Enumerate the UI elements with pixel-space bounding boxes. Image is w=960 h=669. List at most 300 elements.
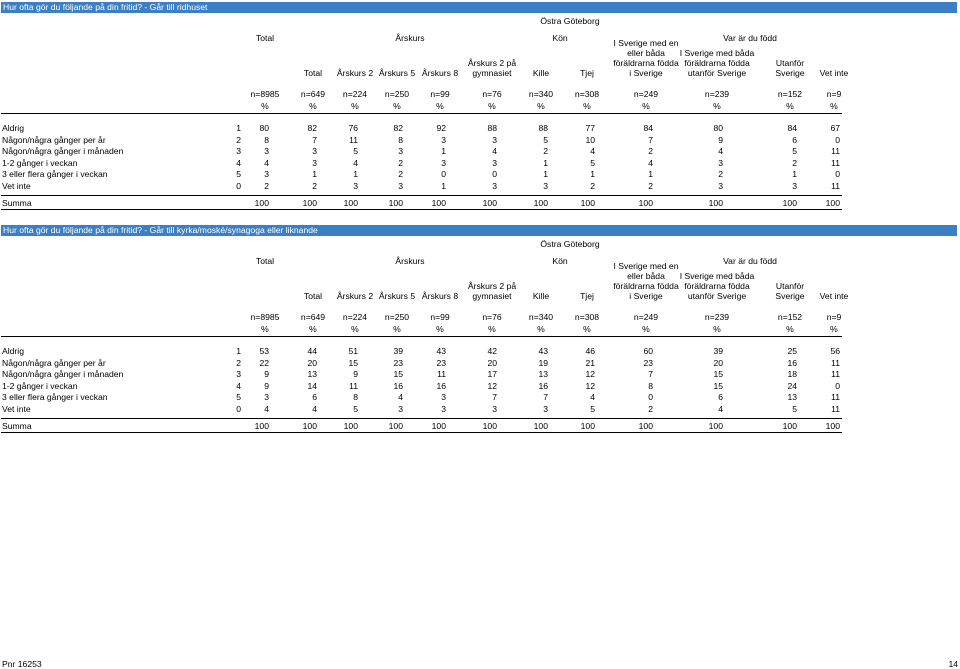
table-cell: 13 — [307, 369, 317, 379]
table-cell: 0 — [835, 169, 840, 179]
table-cell: 2 — [718, 169, 723, 179]
table-cell: 1 — [441, 146, 446, 156]
column-sample-size: n=340 — [528, 89, 554, 99]
table-cell: 82 — [393, 123, 403, 133]
column-label: Vet inte — [819, 68, 849, 78]
column-label: Årskurs 2 på — [467, 281, 517, 291]
table-cell: 7 — [648, 369, 653, 379]
table-cell: 1 — [312, 169, 317, 179]
table-cell: 56 — [830, 346, 840, 356]
column-sample-size: n=649 — [300, 89, 326, 99]
column-label: Årskurs 5 — [378, 291, 416, 301]
table-cell: 7 — [543, 392, 548, 402]
table-cell: 3 — [492, 180, 497, 191]
table-cell: 3 — [312, 157, 317, 168]
table-cell: 5 — [792, 146, 797, 156]
table-cell: 39 — [393, 346, 403, 356]
table-cell: 11 — [437, 369, 446, 379]
header-kon: Kön — [552, 256, 568, 266]
column-label: föräldrarna födda — [613, 281, 679, 291]
table-cell: 13 — [538, 369, 548, 379]
table-cell: 76 — [348, 123, 358, 133]
column-label: Utanför — [775, 281, 805, 291]
table-cell: 6 — [312, 392, 317, 402]
column-label: Årskurs 2 — [336, 68, 374, 78]
row-code: 3 — [236, 369, 241, 379]
row-label: Någon/några gånger i månaden — [2, 146, 124, 156]
table-cell: 84 — [787, 123, 797, 133]
table-cell: 3 — [398, 403, 403, 414]
section-title: Hur ofta gör du följande på din fritid? - Går till kyrka/moské/synagoga eller liknande — [1, 225, 957, 236]
column-percent-unit: % — [488, 101, 496, 111]
row-label: 3 eller flera gånger i veckan — [2, 392, 108, 402]
table-cell: 5 — [543, 134, 548, 145]
table-cell: 1 — [543, 157, 548, 168]
table-section — [0, 0, 960, 222]
table-cell: 18 — [787, 369, 797, 379]
summa-cell: 100 — [302, 421, 317, 431]
column-percent-unit: % — [583, 324, 591, 334]
header-arskurs: Årskurs — [395, 33, 425, 43]
column-percent-unit: % — [713, 101, 721, 111]
column-sample-size: n=99 — [430, 312, 450, 322]
table-cell: 21 — [585, 357, 595, 368]
summa-cell: 100 — [638, 198, 653, 208]
table-cell: 19 — [538, 357, 548, 368]
table-cell: 11 — [831, 369, 840, 379]
table-cell: 20 — [487, 357, 497, 368]
table-cell: 11 — [349, 380, 358, 391]
table-cell: 11 — [831, 392, 840, 402]
column-label: Vet inte — [819, 291, 849, 301]
column-label: Total — [303, 291, 323, 301]
table-cell: 8 — [353, 392, 358, 402]
column-label: Årskurs 2 — [336, 291, 374, 301]
table-cell: 15 — [713, 380, 723, 391]
column-percent-unit: % — [642, 101, 650, 111]
table-cell: 2 — [398, 157, 403, 168]
summa-cell: 100 — [254, 421, 269, 431]
column-percent-unit: % — [830, 101, 838, 111]
table-cell: 6 — [718, 392, 723, 402]
column-sample-size: n=152 — [777, 89, 803, 99]
table-cell: 3 — [398, 180, 403, 191]
column-percent-unit: % — [830, 324, 838, 334]
row-code: 0 — [236, 403, 241, 414]
table-cell: 84 — [643, 123, 653, 133]
row-label: Aldrig — [2, 346, 24, 356]
section-title: Hur ofta gör du följande på din fritid? - Går till ridhuset — [1, 2, 957, 13]
table-cell: 80 — [259, 123, 269, 133]
column-percent-unit: % — [261, 324, 269, 334]
table-cell: 88 — [538, 123, 548, 133]
table-cell: 11 — [831, 403, 840, 414]
table-cell: 4 — [590, 392, 595, 402]
column-label: eller båda — [627, 271, 665, 281]
table-cell: 1 — [648, 169, 653, 179]
row-label: Vet inte — [2, 180, 31, 191]
row-code: 0 — [236, 180, 241, 191]
column-percent-unit: % — [642, 324, 650, 334]
summa-cell: 100 — [825, 421, 840, 431]
column-sample-size: n=340 — [528, 312, 554, 322]
table-cell: 5 — [353, 403, 358, 414]
column-sample-size: n=249 — [633, 312, 659, 322]
column-sample-size: n=249 — [633, 89, 659, 99]
table-cell: 39 — [713, 346, 723, 356]
summa-cell: 100 — [431, 421, 446, 431]
table-cell: 2 — [398, 169, 403, 179]
column-label: Tjej — [580, 291, 594, 301]
column-sample-size: n=239 — [704, 312, 730, 322]
table-cell: 2 — [648, 403, 653, 414]
table-cell: 4 — [718, 146, 723, 156]
table-cell: 4 — [648, 157, 653, 168]
table-cell: 4 — [718, 403, 723, 414]
summa-cell: 100 — [388, 421, 403, 431]
table-cell: 8 — [648, 380, 653, 391]
row-code: 5 — [236, 169, 241, 179]
summa-cell: 100 — [343, 198, 358, 208]
column-label: Sverige — [775, 68, 805, 78]
table-cell: 15 — [713, 369, 723, 379]
table-cell: 3 — [264, 392, 269, 402]
table-cell: 88 — [487, 123, 497, 133]
column-label: Årskurs 5 — [378, 68, 416, 78]
summa-cell: 100 — [254, 198, 269, 208]
table-cell: 67 — [830, 123, 840, 133]
column-label: gymnasiet — [472, 291, 512, 301]
column-label: föräldrarna födda — [613, 58, 679, 68]
summa-label: Summa — [2, 421, 32, 431]
header-group-ostra-goteborg: Östra Göteborg — [540, 16, 600, 26]
column-sample-size: n=224 — [342, 312, 368, 322]
table-cell: 4 — [492, 146, 497, 156]
row-label: 1-2 gånger i veckan — [2, 157, 78, 168]
column-percent-unit: % — [436, 324, 444, 334]
table-cell: 92 — [436, 123, 446, 133]
column-sample-size: n=308 — [574, 89, 600, 99]
table-cell: 1 — [353, 169, 358, 179]
column-label: eller båda — [627, 48, 665, 58]
summa-cell: 100 — [482, 421, 497, 431]
column-sample-size: n=9 — [826, 312, 842, 322]
table-cell: 24 — [787, 380, 797, 391]
column-percent-unit: % — [786, 101, 794, 111]
column-label: Total — [303, 68, 323, 78]
row-code: 2 — [236, 357, 241, 368]
table-cell: 2 — [312, 180, 317, 191]
table-cell: 3 — [264, 169, 269, 179]
column-percent-unit: % — [393, 324, 401, 334]
column-label: I Sverige med båda — [679, 48, 755, 58]
column-label: Årskurs 2 på — [467, 58, 517, 68]
column-sample-size: n=250 — [384, 89, 410, 99]
table-cell: 3 — [441, 157, 446, 168]
table-cell: 2 — [648, 180, 653, 191]
table-cell: 3 — [492, 403, 497, 414]
column-label: Årskurs 8 — [421, 68, 459, 78]
column-label: Kille — [532, 291, 550, 301]
table-cell: 25 — [787, 346, 797, 356]
column-label: föräldrarna födda — [684, 58, 750, 68]
summa-cell: 100 — [343, 421, 358, 431]
table-cell: 43 — [538, 346, 548, 356]
table-cell: 22 — [259, 357, 269, 368]
row-label: 3 eller flera gånger i veckan — [2, 169, 108, 179]
table-cell: 2 — [543, 146, 548, 156]
summa-bottom-border — [1, 432, 842, 433]
column-percent-unit: % — [309, 101, 317, 111]
table-cell: 2 — [648, 146, 653, 156]
column-label: I Sverige med en — [613, 38, 679, 48]
summa-label: Summa — [2, 198, 32, 208]
column-percent-unit: % — [436, 101, 444, 111]
summa-top-border — [1, 195, 842, 196]
column-percent-unit: % — [583, 101, 591, 111]
column-percent-unit: % — [488, 324, 496, 334]
table-cell: 16 — [393, 380, 403, 391]
table-cell: 11 — [831, 357, 840, 368]
table-cell: 16 — [436, 380, 446, 391]
table-cell: 20 — [307, 357, 317, 368]
column-sample-size: n=152 — [777, 312, 803, 322]
row-label: 1-2 gånger i veckan — [2, 380, 78, 391]
table-cell: 3 — [353, 180, 358, 191]
table-cell: 0 — [835, 134, 840, 145]
table-cell: 1 — [441, 180, 446, 191]
column-label: I Sverige med en — [613, 261, 679, 271]
header-divider — [1, 113, 842, 114]
table-cell: 0 — [441, 169, 446, 179]
summa-bottom-border — [1, 209, 842, 210]
header-var-ar-du-fodd: Var är du född — [723, 33, 777, 43]
column-sample-size: n=76 — [482, 312, 502, 322]
table-cell: 0 — [492, 169, 497, 179]
table-cell: 5 — [792, 403, 797, 414]
table-cell: 1 — [543, 169, 548, 179]
table-cell: 0 — [648, 392, 653, 402]
table-cell: 0 — [835, 380, 840, 391]
row-code: 2 — [236, 134, 241, 145]
column-label: I Sverige med båda — [679, 271, 755, 281]
table-cell: 8 — [264, 134, 269, 145]
table-section — [0, 223, 960, 445]
summa-cell: 100 — [782, 421, 797, 431]
table-cell: 8 — [398, 134, 403, 145]
column-percent-unit: % — [351, 324, 359, 334]
table-cell: 9 — [264, 369, 269, 379]
header-group-ostra-goteborg: Östra Göteborg — [540, 239, 600, 249]
column-label: Årskurs 8 — [421, 291, 459, 301]
column-sample-size: n=99 — [430, 89, 450, 99]
row-code: 5 — [236, 392, 241, 402]
table-cell: 4 — [264, 157, 269, 168]
row-label: Aldrig — [2, 123, 24, 133]
table-cell: 3 — [441, 134, 446, 145]
column-label: utanför Sverige — [687, 291, 747, 301]
report-number: Pnr 16253 — [2, 659, 42, 669]
table-cell: 51 — [348, 346, 358, 356]
table-cell: 42 — [487, 346, 497, 356]
summa-cell: 100 — [708, 421, 723, 431]
table-cell: 6 — [792, 134, 797, 145]
table-cell: 15 — [348, 357, 358, 368]
table-cell: 1 — [590, 169, 595, 179]
table-cell: 2 — [792, 157, 797, 168]
table-cell: 3 — [264, 146, 269, 156]
row-label: Någon/några gånger per år — [2, 357, 106, 368]
column-percent-unit: % — [537, 324, 545, 334]
table-cell: 60 — [643, 346, 653, 356]
table-cell: 23 — [393, 357, 403, 368]
header-var-ar-du-fodd: Var är du född — [723, 256, 777, 266]
table-cell: 11 — [831, 180, 840, 191]
row-label: Vet inte — [2, 403, 31, 414]
summa-cell: 100 — [533, 421, 548, 431]
column-percent-unit: % — [713, 324, 721, 334]
header-total: Total — [255, 256, 275, 266]
table-cell: 4 — [312, 403, 317, 414]
page-number: 14 — [948, 659, 958, 669]
row-code: 1 — [236, 346, 241, 356]
column-sample-size: n=8985 — [250, 312, 280, 322]
table-cell: 46 — [585, 346, 595, 356]
row-code: 3 — [236, 146, 241, 156]
column-label: Kille — [532, 68, 550, 78]
column-sample-size: n=8985 — [250, 89, 280, 99]
table-cell: 9 — [264, 380, 269, 391]
table-cell: 12 — [585, 380, 595, 391]
row-code: 1 — [236, 123, 241, 133]
summa-cell: 100 — [708, 198, 723, 208]
table-cell: 3 — [492, 157, 497, 168]
column-sample-size: n=649 — [300, 312, 326, 322]
table-cell: 9 — [353, 369, 358, 379]
summa-cell: 100 — [388, 198, 403, 208]
row-code: 4 — [236, 380, 241, 391]
table-cell: 20 — [713, 357, 723, 368]
summa-cell: 100 — [482, 198, 497, 208]
table-cell: 23 — [643, 357, 653, 368]
column-label: i Sverige — [629, 291, 663, 301]
table-cell: 11 — [349, 134, 358, 145]
column-label: Utanför — [775, 58, 805, 68]
table-cell: 1 — [792, 169, 797, 179]
column-label: utanför Sverige — [687, 68, 747, 78]
table-cell: 4 — [398, 392, 403, 402]
table-cell: 16 — [538, 380, 548, 391]
table-cell: 11 — [831, 157, 840, 168]
row-code: 4 — [236, 157, 241, 168]
table-cell: 17 — [487, 369, 497, 379]
table-cell: 4 — [264, 403, 269, 414]
table-cell: 2 — [264, 180, 269, 191]
summa-cell: 100 — [782, 198, 797, 208]
table-cell: 53 — [259, 346, 269, 356]
column-percent-unit: % — [261, 101, 269, 111]
column-percent-unit: % — [309, 324, 317, 334]
row-label: Någon/några gånger per år — [2, 134, 106, 145]
table-cell: 4 — [353, 157, 358, 168]
column-label: i Sverige — [629, 68, 663, 78]
column-label: Tjej — [580, 68, 594, 78]
column-label: föräldrarna födda — [684, 281, 750, 291]
table-cell: 4 — [590, 146, 595, 156]
table-cell: 15 — [393, 369, 403, 379]
column-sample-size: n=9 — [826, 89, 842, 99]
header-total: Total — [255, 33, 275, 43]
column-sample-size: n=250 — [384, 312, 410, 322]
table-cell: 3 — [543, 403, 548, 414]
table-cell: 5 — [353, 146, 358, 156]
table-cell: 16 — [787, 357, 797, 368]
summa-top-border — [1, 418, 842, 419]
column-percent-unit: % — [393, 101, 401, 111]
summa-cell: 100 — [580, 421, 595, 431]
summa-cell: 100 — [825, 198, 840, 208]
table-cell: 3 — [441, 392, 446, 402]
summa-cell: 100 — [533, 198, 548, 208]
table-cell: 23 — [436, 357, 446, 368]
table-cell: 7 — [312, 134, 317, 145]
table-cell: 9 — [718, 134, 723, 145]
column-sample-size: n=76 — [482, 89, 502, 99]
table-cell: 2 — [590, 180, 595, 191]
summa-cell: 100 — [638, 421, 653, 431]
table-cell: 3 — [441, 403, 446, 414]
table-cell: 3 — [312, 146, 317, 156]
column-label: Sverige — [775, 291, 805, 301]
table-cell: 5 — [590, 157, 595, 168]
summa-cell: 100 — [302, 198, 317, 208]
column-sample-size: n=239 — [704, 89, 730, 99]
table-cell: 43 — [436, 346, 446, 356]
table-cell: 11 — [831, 146, 840, 156]
column-sample-size: n=308 — [574, 312, 600, 322]
column-percent-unit: % — [351, 101, 359, 111]
table-cell: 80 — [713, 123, 723, 133]
table-cell: 13 — [787, 392, 797, 402]
table-cell: 12 — [487, 380, 497, 391]
table-cell: 44 — [307, 346, 317, 356]
column-percent-unit: % — [786, 324, 794, 334]
column-percent-unit: % — [537, 101, 545, 111]
summa-cell: 100 — [580, 198, 595, 208]
column-label: gymnasiet — [472, 68, 512, 78]
header-arskurs: Årskurs — [395, 256, 425, 266]
table-cell: 77 — [585, 123, 595, 133]
table-cell: 3 — [718, 157, 723, 168]
row-label: Någon/några gånger i månaden — [2, 369, 124, 379]
column-sample-size: n=224 — [342, 89, 368, 99]
table-cell: 7 — [648, 134, 653, 145]
table-cell: 3 — [492, 134, 497, 145]
table-cell: 12 — [585, 369, 595, 379]
table-cell: 3 — [543, 180, 548, 191]
table-cell: 3 — [792, 180, 797, 191]
header-kon: Kön — [552, 33, 568, 43]
table-cell: 3 — [718, 180, 723, 191]
summa-cell: 100 — [431, 198, 446, 208]
table-cell: 7 — [492, 392, 497, 402]
table-cell: 10 — [585, 134, 595, 145]
table-cell: 3 — [398, 146, 403, 156]
table-cell: 5 — [590, 403, 595, 414]
table-cell: 14 — [307, 380, 317, 391]
table-cell: 82 — [307, 123, 317, 133]
header-divider — [1, 336, 842, 337]
